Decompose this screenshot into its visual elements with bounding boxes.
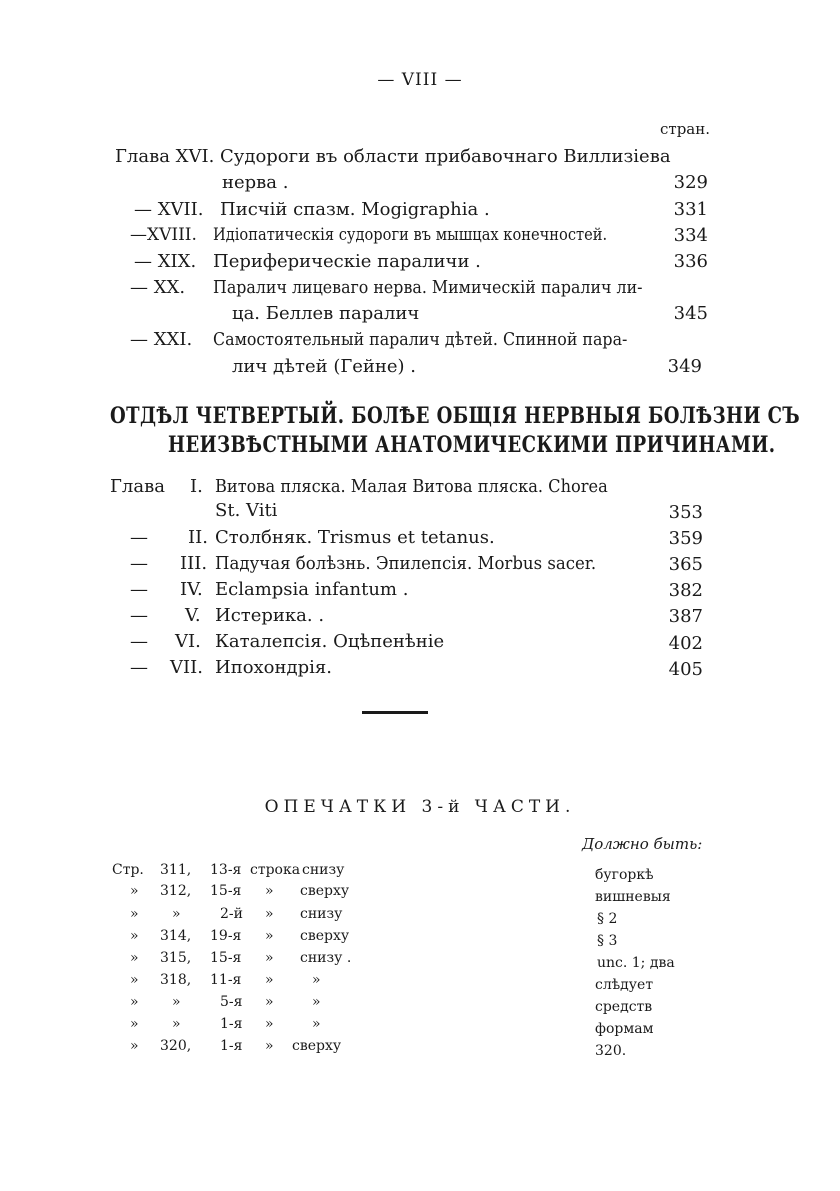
errata-correction: средств [595, 999, 653, 1015]
errata-cell: » [130, 906, 139, 922]
errata-cell: 19-я [210, 928, 242, 944]
toc-prefix: — [130, 657, 148, 678]
section-title: ОТДѢЛ ЧЕТВЕРТЫЙ. БОЛѢЕ ОБЩIЯ НЕРВНЫЯ БОЛѢЗНИ СЪ [110, 403, 801, 429]
toc-prefix: — XX. [130, 277, 186, 298]
toc-page: 402 [668, 633, 703, 654]
errata-cell: » [130, 883, 139, 899]
errata-cell: » [265, 906, 274, 922]
errata-title: ОПЕЧАТКИ 3-й ЧАСТИ. [264, 797, 576, 817]
toc-page: 336 [673, 251, 708, 272]
errata-cell: 318, [160, 972, 192, 988]
errata-cell: снизу [302, 862, 345, 878]
toc-title: Паралич лицеваго нерва. Мимическiй паралич ли- [213, 277, 643, 298]
errata-cell: снизу . [300, 950, 352, 966]
errata-cell: » [265, 994, 274, 1010]
errata-cell: » [130, 1016, 139, 1032]
toc-number: IV. [180, 579, 203, 600]
errata-cell: 15-я [210, 883, 242, 899]
toc-title: Периферическiе параличи . [213, 251, 481, 272]
errata-correction: § 2 [597, 911, 618, 927]
errata-correction: вишневыя [595, 889, 671, 905]
errata-correction: формам [595, 1021, 654, 1037]
errata-cell: 1-я [220, 1016, 243, 1032]
toc-page: 334 [673, 225, 708, 246]
errata-cell: 2-й [220, 906, 243, 922]
errata-cell: » [172, 1016, 181, 1032]
toc-prefix: — [130, 579, 148, 600]
toc-title: Падучая болѣзнь. Эпилепсiя. Morbus sacer. [215, 553, 597, 574]
errata-cell: » [312, 972, 321, 988]
errata-cell: 11-я [210, 972, 242, 988]
toc-title: Писчiй спазм. Mogigraphia . [220, 199, 490, 220]
toc-page: 349 [667, 356, 702, 377]
errata-cell: 314, [160, 928, 192, 944]
errata-cell: » [265, 1038, 274, 1054]
toc-prefix: — [130, 631, 148, 652]
should-be-label: Должно быть: [582, 835, 703, 853]
errata-cell: 320, [160, 1038, 192, 1054]
toc-prefix: — XXI. [130, 329, 193, 350]
errata-cell: » [172, 906, 181, 922]
toc-title: Идiопатическiя судороги въ мышцах конечностей. [213, 225, 608, 245]
errata-cell: 1-я [220, 1038, 243, 1054]
toc-number: VII. [170, 657, 203, 678]
errata-cell: сверху [300, 928, 350, 944]
toc-title: Каталепсiя. Оцѣпенѣнiе [215, 631, 445, 652]
errata-cell: снизу [300, 906, 343, 922]
errata-cell: » [265, 1016, 274, 1032]
toc-title: Витова пляска. Малая Витова пляска. Chorea [215, 476, 608, 497]
toc-page: 365 [668, 554, 703, 575]
toc-number: II. [188, 527, 208, 548]
page-number: — VIII — [377, 70, 463, 90]
toc-title: лич дѣтей (Гейне) . [232, 356, 417, 377]
toc-page: 353 [668, 502, 703, 523]
toc-prefix: — [130, 527, 148, 548]
errata-cell: » [130, 928, 139, 944]
toc-prefix: — [130, 553, 148, 574]
toc-title: нерва . [222, 172, 289, 193]
toc-page: 387 [668, 606, 703, 627]
toc-title: Судороги въ области прибавочнаго Виллизiева [220, 146, 671, 167]
toc-title: Истерика. . [215, 605, 325, 626]
errata-cell: сверху [300, 883, 350, 899]
errata-correction: 320. [595, 1043, 627, 1059]
errata-correction: unc. 1; два [597, 955, 675, 971]
section-title-continuation: НЕИЗВѢСТНЫМИ АНАТОМИЧЕСКИМИ ПРИЧИНАМИ. [168, 432, 776, 458]
toc-title: Столбняк. Trismus et tetanus. [215, 527, 495, 548]
toc-prefix: — [130, 605, 148, 626]
errata-correction: § 3 [597, 933, 618, 949]
errata-cell: 311, [160, 862, 192, 878]
toc-prefix: — XIX. [134, 251, 197, 272]
errata-cell: » [265, 883, 274, 899]
toc-page: 359 [668, 528, 703, 549]
errata-correction: бугоркѣ [595, 867, 654, 883]
errata-cell: строка [250, 862, 301, 878]
toc-title: ца. Беллев паралич [232, 303, 420, 324]
toc-title: Eclampsia infantum . [215, 579, 409, 600]
errata-cell: » [265, 928, 274, 944]
toc-number: III. [180, 553, 208, 574]
errata-cell: » [130, 1038, 139, 1054]
toc-title: Самостоятельный паралич дѣтей. Спинной пара- [213, 329, 628, 350]
toc-page: 329 [673, 172, 708, 193]
errata-cell: Стр. [112, 862, 144, 878]
section-divider [362, 711, 428, 714]
errata-cell: 315, [160, 950, 192, 966]
toc-number: I. [190, 476, 203, 497]
errata-cell: 15-я [210, 950, 242, 966]
toc-page: 382 [668, 580, 703, 601]
errata-correction: слѣдует [595, 977, 654, 993]
errata-cell: » [130, 950, 139, 966]
errata-cell: 13-я [210, 862, 242, 878]
toc-prefix: Глава [110, 476, 165, 497]
errata-cell: » [265, 950, 274, 966]
toc-prefix: —XVIII. [130, 225, 197, 245]
toc-page: 331 [673, 199, 708, 220]
toc-title: St. Viti [215, 500, 278, 521]
toc-number: V. [185, 605, 201, 626]
errata-cell: сверху [292, 1038, 342, 1054]
errata-cell: » [172, 994, 181, 1010]
errata-cell: 312, [160, 883, 192, 899]
errata-cell: » [312, 1016, 321, 1032]
errata-cell: 5-я [220, 994, 243, 1010]
page-column-label: стран. [660, 120, 711, 138]
errata-cell: » [265, 972, 274, 988]
toc-page: 405 [668, 659, 703, 680]
toc-prefix: Глава XVI. [115, 146, 215, 167]
errata-cell: » [312, 994, 321, 1010]
toc-number: VI. [175, 631, 201, 652]
errata-cell: » [130, 972, 139, 988]
toc-page: 345 [673, 303, 708, 324]
errata-cell: » [130, 994, 139, 1010]
toc-prefix: — XVII. [134, 199, 204, 220]
toc-title: Ипохондрiя. [215, 657, 332, 678]
